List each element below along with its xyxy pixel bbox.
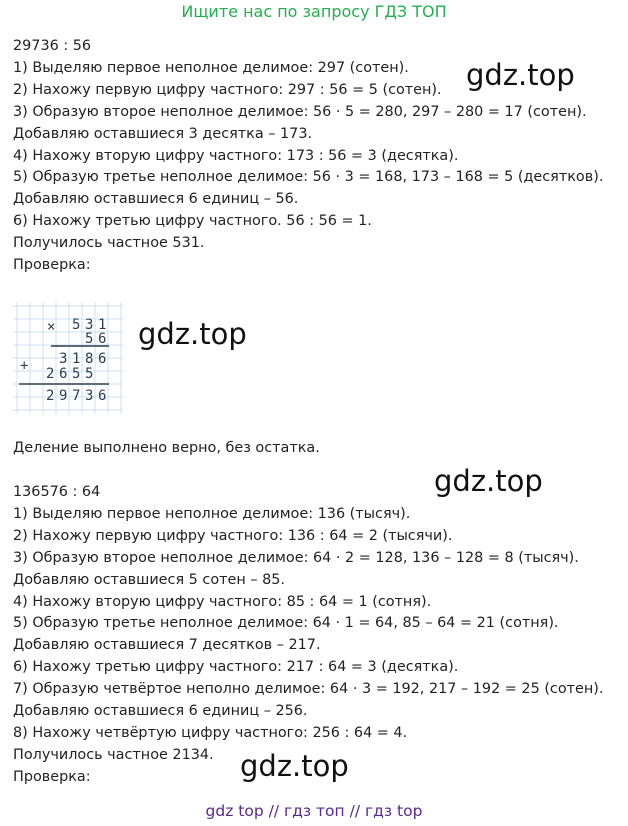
check-multiplication xyxy=(13,302,123,414)
solution-line: Добавляю оставшиеся 6 единиц – 256. xyxy=(13,703,308,720)
check-digit: 6 xyxy=(59,366,68,382)
check-digit: 5 xyxy=(72,317,81,333)
solution-line: 29736 : 56 xyxy=(13,38,92,54)
solution-line: Получилось частное 531. xyxy=(13,235,205,252)
grid-paper xyxy=(13,302,123,414)
solution-line: 2) Нахожу первую цифру частного: 297 : 56 = 5 (сотен). xyxy=(13,81,442,98)
check-digit: 3 xyxy=(85,317,94,333)
check-digit: 2 xyxy=(46,366,55,382)
check-digit: 3 xyxy=(59,351,68,367)
check-digit: 5 xyxy=(85,366,94,382)
watermark-2: gdz.top xyxy=(138,317,247,351)
footer-separator-1: // xyxy=(263,802,284,820)
check-digit: 6 xyxy=(98,351,107,367)
solution-line: 2) Нахожу первую цифру частного: 136 : 64 = 2 (тысячи). xyxy=(13,527,453,544)
footer-links xyxy=(0,800,628,822)
check-digit: 8 xyxy=(85,351,94,367)
check-digit: 1 xyxy=(72,351,81,367)
footer-link-1[interactable]: gdz top xyxy=(205,802,264,820)
check-digit: 6 xyxy=(98,388,107,404)
solution-line: Добавляю оставшиеся 7 десятков – 217. xyxy=(13,637,321,654)
promo-header xyxy=(0,0,628,24)
partial-product-1 xyxy=(59,351,106,367)
solution-line: 5) Образую третье неполное делимое: 64 · 1 = 64, 85 – 64 = 21 (сотня). xyxy=(13,615,559,632)
check-digit: 5 xyxy=(85,331,94,347)
check-digit: 6 xyxy=(98,331,107,347)
solution-line: 136576 : 64 xyxy=(13,484,101,500)
solution-section-2 xyxy=(13,482,623,789)
solution-line: 1) Выделяю первое неполное делимое: 297 (сотен). xyxy=(13,59,409,76)
solution-line: Получилось частное 2134. xyxy=(13,746,214,763)
solution-line: Проверка: xyxy=(13,768,91,785)
times-sign: × xyxy=(47,319,56,335)
solution-line: 1) Выделяю первое неполное делимое: 136 (тысяч). xyxy=(13,505,411,522)
watermark-3: gdz.top xyxy=(434,464,543,498)
solution-line: 3) Образую второе неполное делимое: 56 · 5 = 280, 297 – 280 = 17 (сотен). xyxy=(13,103,587,120)
solution-line: 4) Нахожу вторую цифру частного: 85 : 64 = 1 (сотня). xyxy=(13,593,432,610)
solution-line: 6) Нахожу третью цифру частного. 56 : 56 = 1. xyxy=(13,213,372,230)
check-digit: 3 xyxy=(85,388,94,404)
check-digit: 2 xyxy=(46,388,55,404)
solution-line: 3) Образую второе неполное делимое: 64 · 2 = 128, 136 – 128 = 8 (тысяч). xyxy=(13,549,579,566)
footer-separator-2: // xyxy=(344,802,365,820)
solution-line: 6) Нахожу третью цифру частного: 217 : 64 = 3 (десятка). xyxy=(13,659,459,676)
solution-line: 8) Нахожу четвёртую цифру частного: 256 : 64 = 4. xyxy=(13,724,408,741)
solution-line: 5) Образую третье неполное делимое: 56 · 3 = 168, 173 – 168 = 5 (десятков). xyxy=(13,169,604,186)
solution-line: Проверка: xyxy=(13,257,91,274)
watermark-4: gdz.top xyxy=(240,749,349,783)
plus-sign: + xyxy=(20,358,29,374)
solution-line: Добавляю оставшиеся 6 единиц – 56. xyxy=(13,191,299,208)
solution-line: Добавляю оставшиеся 3 десятка – 173. xyxy=(13,125,313,142)
solution-line: Добавляю оставшиеся 5 сотен – 85. xyxy=(13,571,286,588)
check-digit: 1 xyxy=(98,317,107,333)
check-digit: 7 xyxy=(72,388,81,404)
promo-header-text: Ищите нас по запросу ГДЗ ТОП xyxy=(181,2,447,21)
check-digit: 9 xyxy=(59,388,68,404)
footer-link-3[interactable]: гдз top xyxy=(365,802,423,820)
watermark-1: gdz.top xyxy=(466,58,575,92)
product-result xyxy=(46,388,106,404)
solution-line: 4) Нахожу вторую цифру частного: 173 : 56 = 3 (десятка). xyxy=(13,147,459,164)
solution-line: 7) Образую четвёртое неполно делимое: 64 · 3 = 192, 217 – 192 = 25 (сотен). xyxy=(13,681,604,698)
footer-link-2[interactable]: гдз топ xyxy=(284,802,345,820)
verdict-text: Деление выполнено верно, без остатка. xyxy=(13,440,320,456)
partial-product-2 xyxy=(46,366,93,382)
check-digit: 5 xyxy=(72,366,81,382)
